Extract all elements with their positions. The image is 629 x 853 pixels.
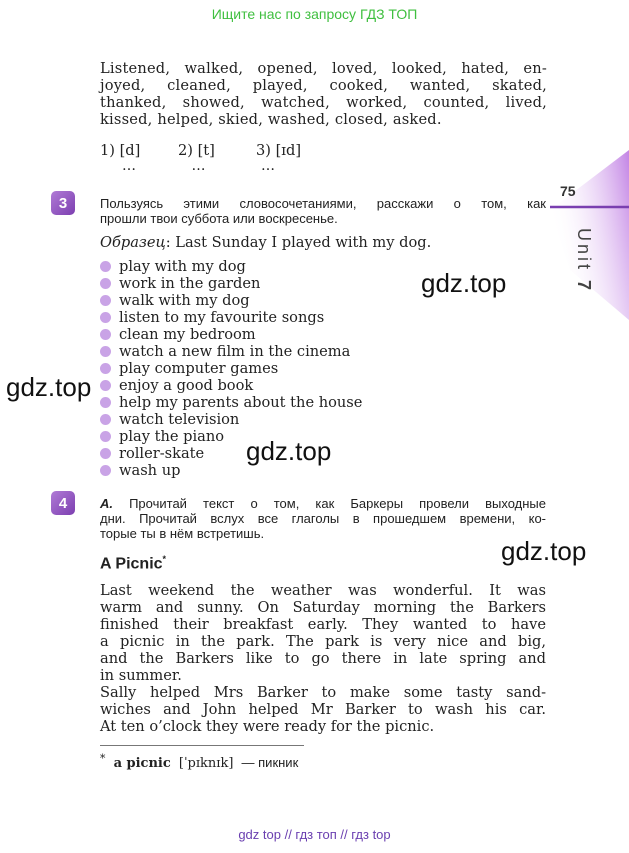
list-item: play the piano (100, 428, 362, 445)
top-banner[interactable]: Ищите нас по запросу ГДЗ ТОП (211, 6, 418, 22)
footer-links[interactable]: gdz top // гдз топ // гдз top (238, 827, 391, 842)
bullet-icon (100, 278, 111, 289)
verbs-line: Listened, walked, opened, loved, looked, hated, en- (100, 60, 547, 77)
bullet-icon (100, 363, 111, 374)
exercise-number-badge: 4 (51, 491, 75, 515)
example-sentence: Образец: Last Sunday I played with my dog. (100, 234, 432, 251)
list-item: play computer games (100, 360, 362, 377)
sound-groups (100, 142, 301, 159)
verbs-line: thanked, showed, watched, worked, counted, lived, (100, 94, 547, 111)
footnote-word: a picnic (113, 756, 171, 772)
story-title: A Picnic* (100, 554, 167, 573)
footnote-translation: — пикник (241, 755, 299, 771)
bullet-icon (100, 397, 111, 408)
unit-number: 7 (574, 280, 594, 294)
watermark: gdz.top (501, 536, 587, 566)
sound-id: 3) [ɪd] (256, 142, 302, 159)
answer-dots: … … … (122, 158, 277, 174)
example-label: Образец (100, 234, 166, 251)
list-item: enjoy a good book (100, 377, 362, 394)
list-item: play with my dog (100, 258, 362, 275)
story-line: Sally helped Mrs Barker to make some tasty sand- (100, 684, 546, 701)
list-item: wash up (100, 462, 362, 479)
page-number: 75 (560, 183, 576, 199)
footnote-transcription: [ˈpɪknɪk] (178, 756, 234, 772)
list-item: clean my bedroom (100, 326, 362, 343)
list-item: roller-skate (100, 445, 362, 462)
exercise-3-instruction: Пользуясь этими словосочетаниями, расскажи о том, как прошли твои суббота или воскресенье. (100, 196, 546, 226)
story-line: in summer. (100, 667, 182, 684)
list-item: walk with my dog (100, 292, 362, 309)
list-item: watch a new film in the cinema (100, 343, 362, 360)
story-line: and the Barkers like to go there in late spring and (100, 650, 546, 667)
bullet-icon (100, 465, 111, 476)
footnote-marker: * (162, 554, 167, 564)
watermark: gdz.top (246, 436, 332, 466)
verbs-line: kissed, helped, skied, washed, closed, asked. (100, 111, 442, 128)
bullet-icon (100, 380, 111, 391)
list-item: watch television (100, 411, 362, 428)
bullet-icon (100, 431, 111, 442)
exercise-number-badge: 3 (51, 191, 75, 215)
watermark: gdz.top (421, 268, 507, 298)
exercise-4-instruction: A. Прочитай текст о том, как Баркеры провели выходные дни. Прочитай вслух все глаголы в прошедшем времени, ко- торые ты в нём встретишь. (100, 496, 546, 541)
bullet-icon (100, 261, 111, 272)
part-label: A. (100, 496, 113, 511)
footnote: * a picnic [ˈpɪknɪk] — пикник (100, 752, 299, 772)
bullet-icon (100, 329, 111, 340)
bullet-icon (100, 346, 111, 357)
list-item: work in the garden (100, 275, 362, 292)
sound-d: 1) [d] (100, 142, 141, 159)
story-line: a picnic in the park. The park is very nice and big, (100, 633, 546, 650)
watermark: gdz.top (6, 372, 92, 402)
story-line: wiches and John helped Mr Barker to wash his car. (100, 701, 546, 718)
verbs-line: joyed, cleaned, played, cooked, wanted, skated, (100, 77, 547, 94)
sound-t: 2) [t] (178, 142, 215, 159)
verbs-list (100, 60, 547, 128)
bullet-icon (100, 414, 111, 425)
story-line: finished their breakfast early. They wanted to have (100, 616, 546, 633)
list-item: listen to my favourite songs (100, 309, 362, 326)
footnote-divider (100, 745, 304, 746)
bullet-icon (100, 448, 111, 459)
story-line: warm and sunny. On Saturday morning the Barkers (100, 599, 546, 616)
bullet-icon (100, 295, 111, 306)
list-item: help my parents about the house (100, 394, 362, 411)
story-line: At ten o’clock they were ready for the picnic. (100, 718, 435, 735)
story-line: Last weekend the weather was wonderful. It was (100, 582, 546, 599)
story-text (100, 582, 546, 735)
bullet-icon (100, 312, 111, 323)
unit-label: Unit 7 (574, 228, 594, 294)
